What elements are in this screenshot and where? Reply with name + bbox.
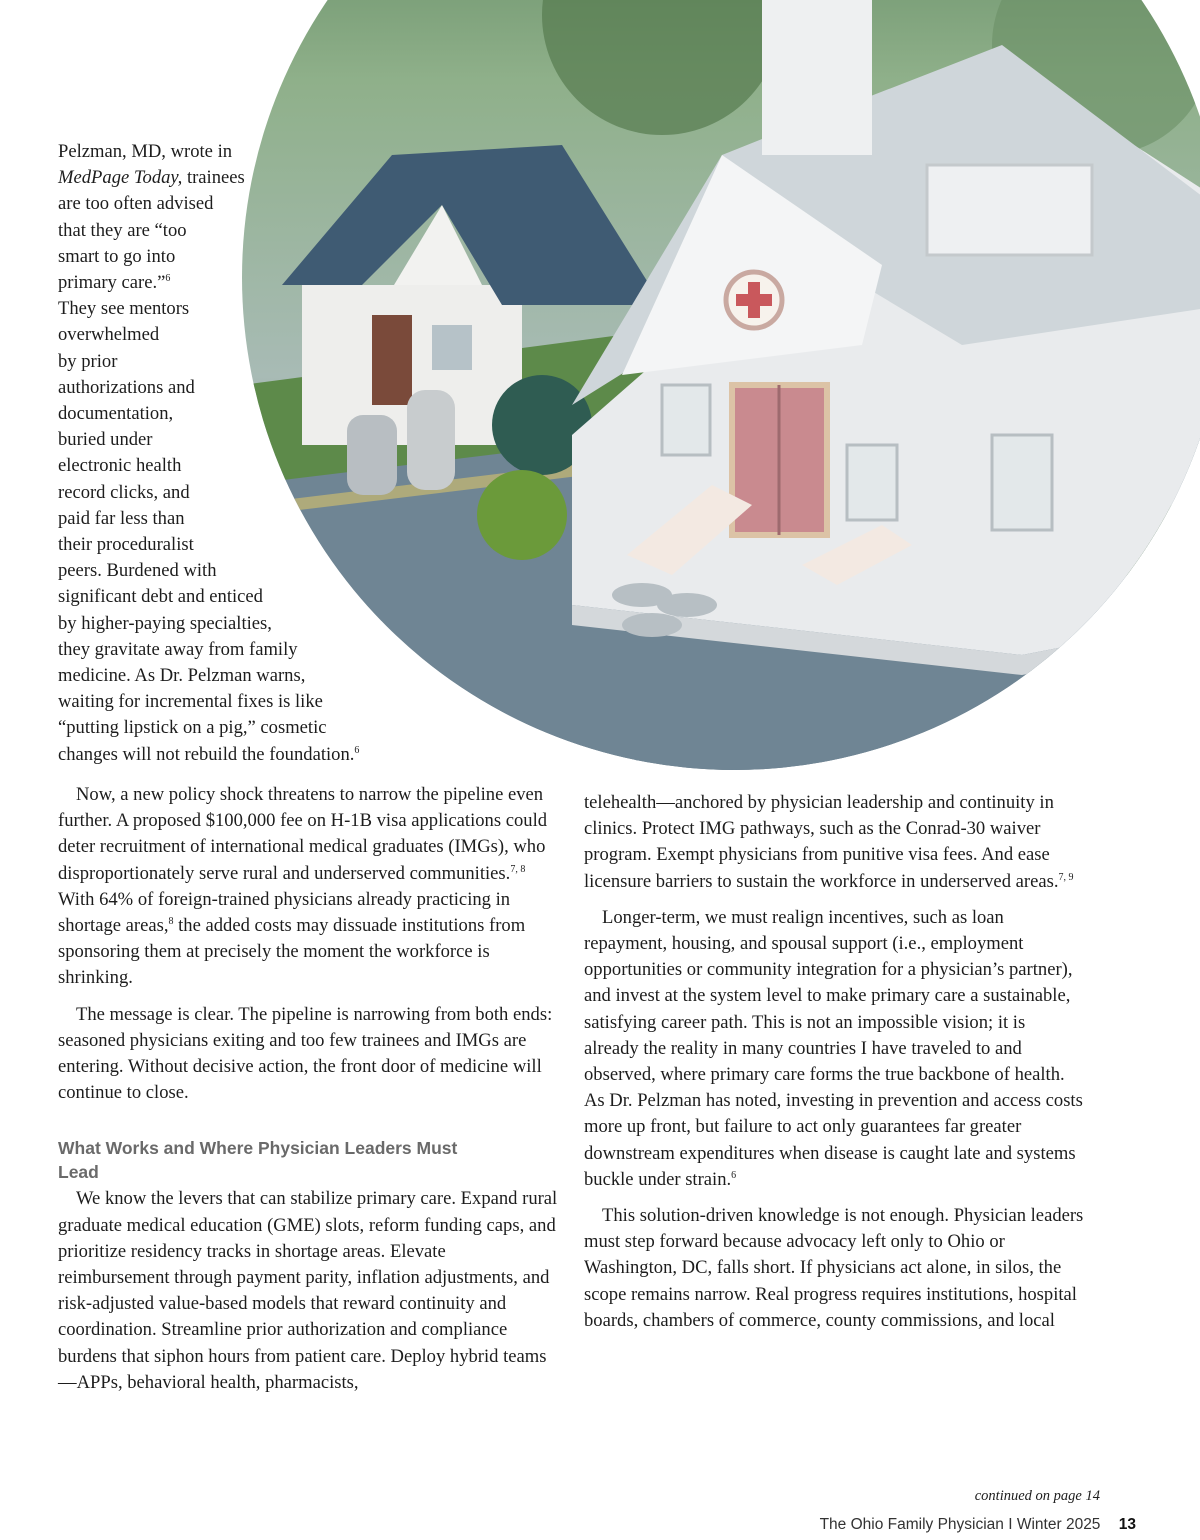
text-line: authorizations and [58, 376, 195, 398]
text-line: smart to go into [58, 245, 176, 267]
page-footer [820, 1516, 1136, 1534]
text-line: waiting for incremental fixes is like [58, 691, 323, 713]
text-line: “putting lipstick on a pig,” cosmetic [58, 717, 327, 739]
text-fragment: Now, a new policy shock threatens to narrow the pipeline even further. A proposed $100,000 fee on H-1B visa applications could deter recruitment of international medical graduates (IMGs), who disproportionately serve rural and underserved communities. [58, 784, 548, 884]
publication-name: MedPage Today, [58, 167, 183, 189]
text-line: Pelzman, MD, wrote in [58, 141, 233, 162]
citation-ref: 6 [165, 272, 171, 284]
text-fragment: Longer-term, we must realign incentives, such as loan repayment, housing, and spousal support (i.e., employment opportunities or community integration for a physician’s partner), and invest at the system level to make primary care a sustainable, satisfying career path. This is not an impossible vision; it is already the reality in many countries I have traveled to and observed, where primary care forms the true backbone of health. As Dr. Pelzman has noted, investing in prevention and access costs more up front, but failure to act only guarantees far greater downstream expenditures when disease is caught late and systems buckle under strain. [584, 906, 1083, 1190]
text-line: peers. Burdened with [58, 560, 217, 582]
left-column [58, 782, 558, 1406]
paragraph: The message is clear. The pipeline is narrowing from both ends: seasoned physicians exiting and too few trainees and IMGs are entering. Without decisive action, the front door of medicine will continue to close. [58, 1003, 553, 1104]
citation-ref: 8 [168, 915, 174, 927]
text-fragment: the added costs may dissuade institutions from sponsoring them at precisely the moment the workforce is shrinking. [58, 915, 526, 989]
text-fragment: telehealth—anchored by physician leadership and continuity in clinics. Protect IMG pathways, such as the Conrad-30 waiver program. Exempt physicians from punitive visa fees. And ease licensure barriers to sustain the workforce in underserved areas. [584, 792, 1059, 892]
text-line: their proceduralist [58, 534, 194, 556]
text-line [58, 742, 388, 768]
text-line: by higher-paying specialties, [58, 612, 272, 634]
citation-ref: 7, 8 [510, 863, 526, 875]
text-line: paid far less than [58, 507, 185, 529]
citation-ref: 6 [354, 744, 360, 756]
text-line [58, 165, 388, 191]
text-line: by prior [58, 350, 118, 372]
text-fragment: changes will not rebuild the foundation. [58, 743, 355, 765]
continued-note: continued on page 14 [974, 1488, 1100, 1504]
paragraph [58, 782, 558, 992]
citation-ref: 6 [731, 1169, 737, 1181]
issue-date: Winter 2025 [1016, 1516, 1101, 1533]
text-fragment: trainees [182, 167, 245, 189]
text-line: medicine. As Dr. Pelzman warns, [58, 665, 306, 687]
paragraph: This solution-driven knowledge is not enough. Physician leaders must step forward because advocacy left only to Ohio or Washington, DC, falls short. If physicians act alone, in silos, the scope remains narrow. Real progress requires institutions, hospital boards, chambers of commerce, county commissions, and local [584, 1205, 1084, 1331]
paragraph [584, 905, 1084, 1193]
text-line: documentation, [58, 403, 174, 425]
text-line: are too often advised [58, 193, 214, 215]
right-column [584, 790, 1084, 1344]
paragraph [584, 790, 1084, 895]
text-line: overwhelmed [58, 324, 160, 346]
text-line: that they are “too [58, 219, 187, 241]
text-line: electronic health [58, 455, 182, 477]
text-line [58, 270, 388, 296]
text-fragment: primary care.” [58, 272, 166, 294]
text-line: record clicks, and [58, 481, 190, 503]
text-fragment: With 64% of foreign-trained physicians already practicing in shortage areas, [58, 888, 511, 937]
text-line: they gravitate away from family [58, 638, 298, 660]
text-line: buried under [58, 429, 153, 451]
publication-title: The Ohio Family Physician [819, 1516, 1004, 1533]
page-number: 13 [1118, 1516, 1136, 1533]
section-heading: What Works and Where Physician Leaders Must Lead [58, 1138, 458, 1183]
footer-separator: I [1008, 1516, 1013, 1533]
citation-ref: 7, 9 [1058, 871, 1074, 883]
paragraph: We know the levers that can stabilize primary care. Expand rural graduate medical education (GME) slots, reform funding caps, and prioritize residency tracks in shortage areas. Elevate reimbursement through payment parity, inflation adjustments, and risk-adjusted value-based models that reward continuity and coordination. Streamline prior authorization and compliance burdens that siphon hours from patient care. Deploy hybrid teams—APPs, behavioral health, pharmacists, [58, 1188, 558, 1393]
wrap-around-paragraph [58, 139, 388, 768]
text-line: They see mentors [58, 298, 190, 320]
text-line: significant debt and enticed [58, 586, 263, 608]
